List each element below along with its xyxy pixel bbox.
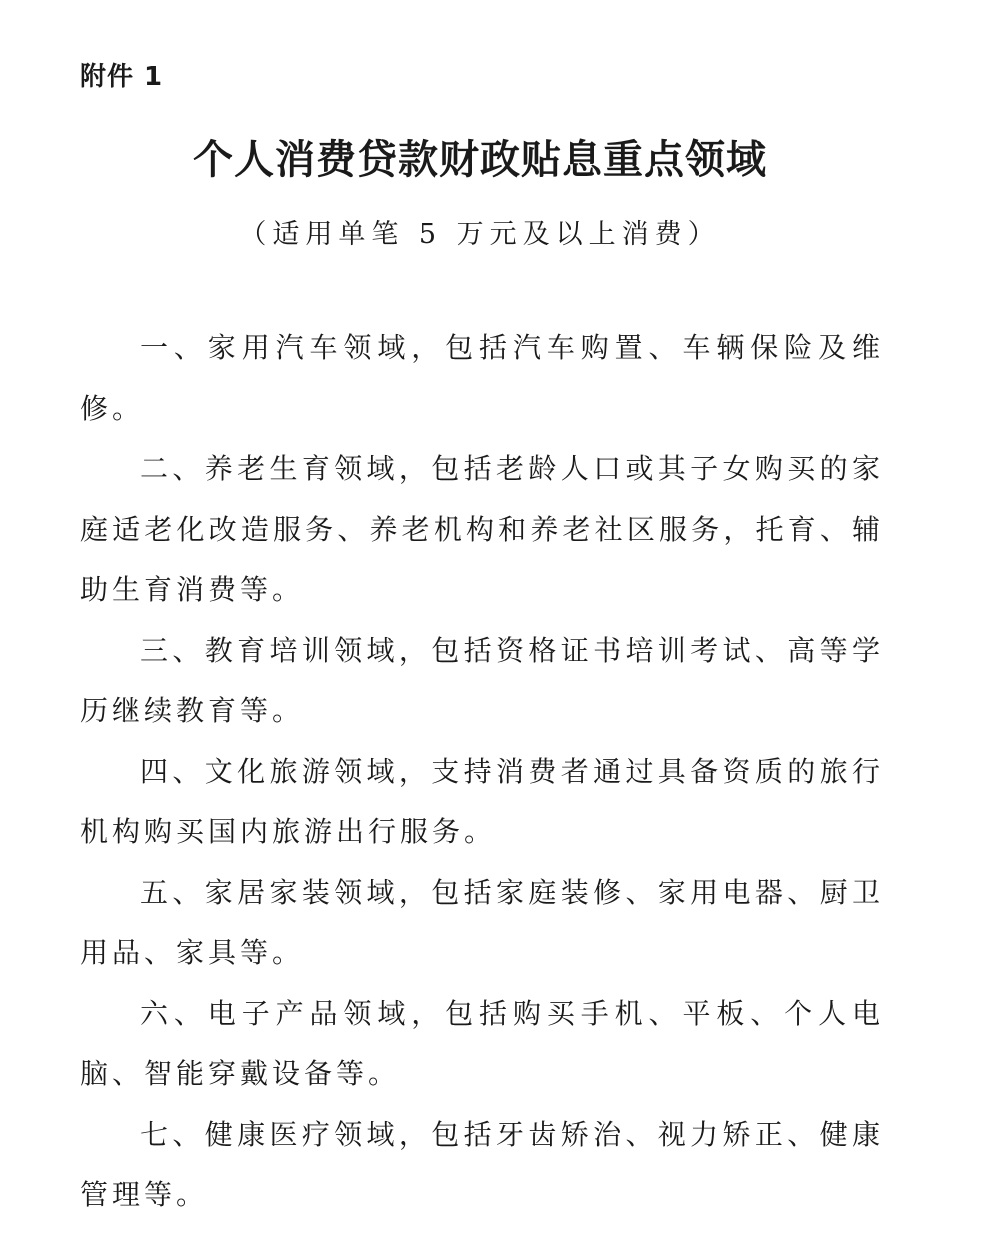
clause-home-furnishing: 五、家居家装领域，包括家庭装修、家用电器、厨卫用品、家具等。 bbox=[80, 875, 884, 969]
clause-culture-tourism: 四、文化旅游领域，支持消费者通过具备资质的旅行机构购买国内旅游出行服务。 bbox=[80, 754, 884, 848]
page-title: 个人消费贷款财政贴息重点领域 bbox=[193, 137, 767, 183]
body-text bbox=[80, 318, 884, 1226]
clause-education-training: 三、教育培训领域，包括资格证书培训考试、高等学历继续教育等。 bbox=[80, 633, 884, 727]
clause-household-auto: 一、家用汽车领域，包括汽车购置、车辆保险及维修。 bbox=[80, 331, 884, 425]
clause-health-medical: 七、健康医疗领域，包括牙齿矫治、视力矫正、健康管理等。 bbox=[80, 1117, 884, 1211]
clause-electronics: 六、电子产品领域，包括购买手机、平板、个人电脑、智能穿戴设备等。 bbox=[80, 996, 884, 1090]
attachment-label: 附件 1 bbox=[80, 62, 164, 92]
page-subtitle: （适用单笔 5 万元及以上消费） bbox=[239, 219, 721, 250]
clause-elderly-care-childbirth: 二、养老生育领域，包括老龄人口或其子女购买的家庭适老化改造服务、养老机构和养老社区服务，托育、辅助生育消费等。 bbox=[80, 452, 884, 606]
